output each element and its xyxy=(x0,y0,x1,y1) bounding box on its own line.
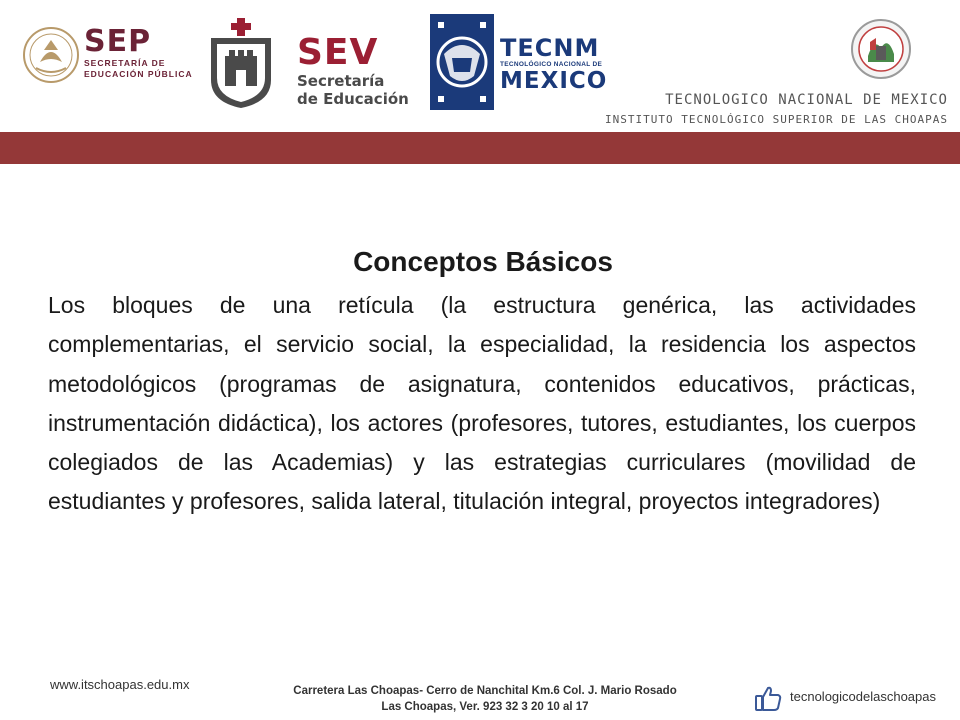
website-link[interactable]: www.itschoapas.edu.mx xyxy=(50,677,190,692)
sev-logo xyxy=(205,18,410,110)
header-divider-bar xyxy=(0,132,960,164)
sev-sub-2: de Educación xyxy=(297,90,409,108)
thumbs-up-icon xyxy=(754,684,782,712)
veracruz-shield-icon xyxy=(205,18,277,110)
facebook-handle: tecnologicodelaschoapas xyxy=(790,689,936,704)
mexican-seal-icon xyxy=(22,22,80,88)
sep-sub-2: EDUCACIÓN PÚBLICA xyxy=(84,69,193,79)
sev-title: SEV xyxy=(297,32,379,73)
itsch-seal-icon xyxy=(850,18,912,80)
address-line-2: Las Choapas, Ver. 923 32 3 20 10 al 17 xyxy=(381,701,589,713)
tecnm-small: TECNOLÓGICO NACIONAL DE xyxy=(500,61,603,68)
sep-sub-1: SECRETARÍA DE xyxy=(84,58,166,68)
tecnm-title: TECNM xyxy=(500,34,600,62)
institution-line-2: INSTITUTO TECNOLÓGICO SUPERIOR DE LAS CHOAPAS xyxy=(604,113,948,126)
tecnm-mexico: MEXICO xyxy=(500,68,608,94)
address-line-1: Carretera Las Choapas- Cerro de Nanchital Km.6 Col. J. Mario Rosado xyxy=(293,685,677,697)
footer-address xyxy=(240,683,730,715)
tecnm-emblem-icon xyxy=(430,14,494,110)
tecnm-logo xyxy=(430,14,608,110)
sep-title: SEP xyxy=(84,24,152,59)
sev-sub-1: Secretaría xyxy=(297,72,385,90)
sep-logo xyxy=(22,22,192,92)
page-title: Conceptos Básicos xyxy=(353,246,613,277)
body-paragraph: Los bloques de una retícula (la estructura genérica, las actividades complementarias, el servicio social, la especialidad, la residencia los aspectos metodológicos (programas de asignatura, contenidos educativos, prácticas, instrumentación didáctica), los actores (profesores, tutores, estudiantes, los cuerpos colegiados de las Academias) y las estrategias curriculares (movilidad de estudiantes y profesores, salida lateral, titulación integral, proyectos integradores) xyxy=(48,292,916,515)
institution-line-1: TECNOLOGICO NACIONAL DE MEXICO xyxy=(665,92,948,108)
facebook-link[interactable] xyxy=(754,684,960,714)
